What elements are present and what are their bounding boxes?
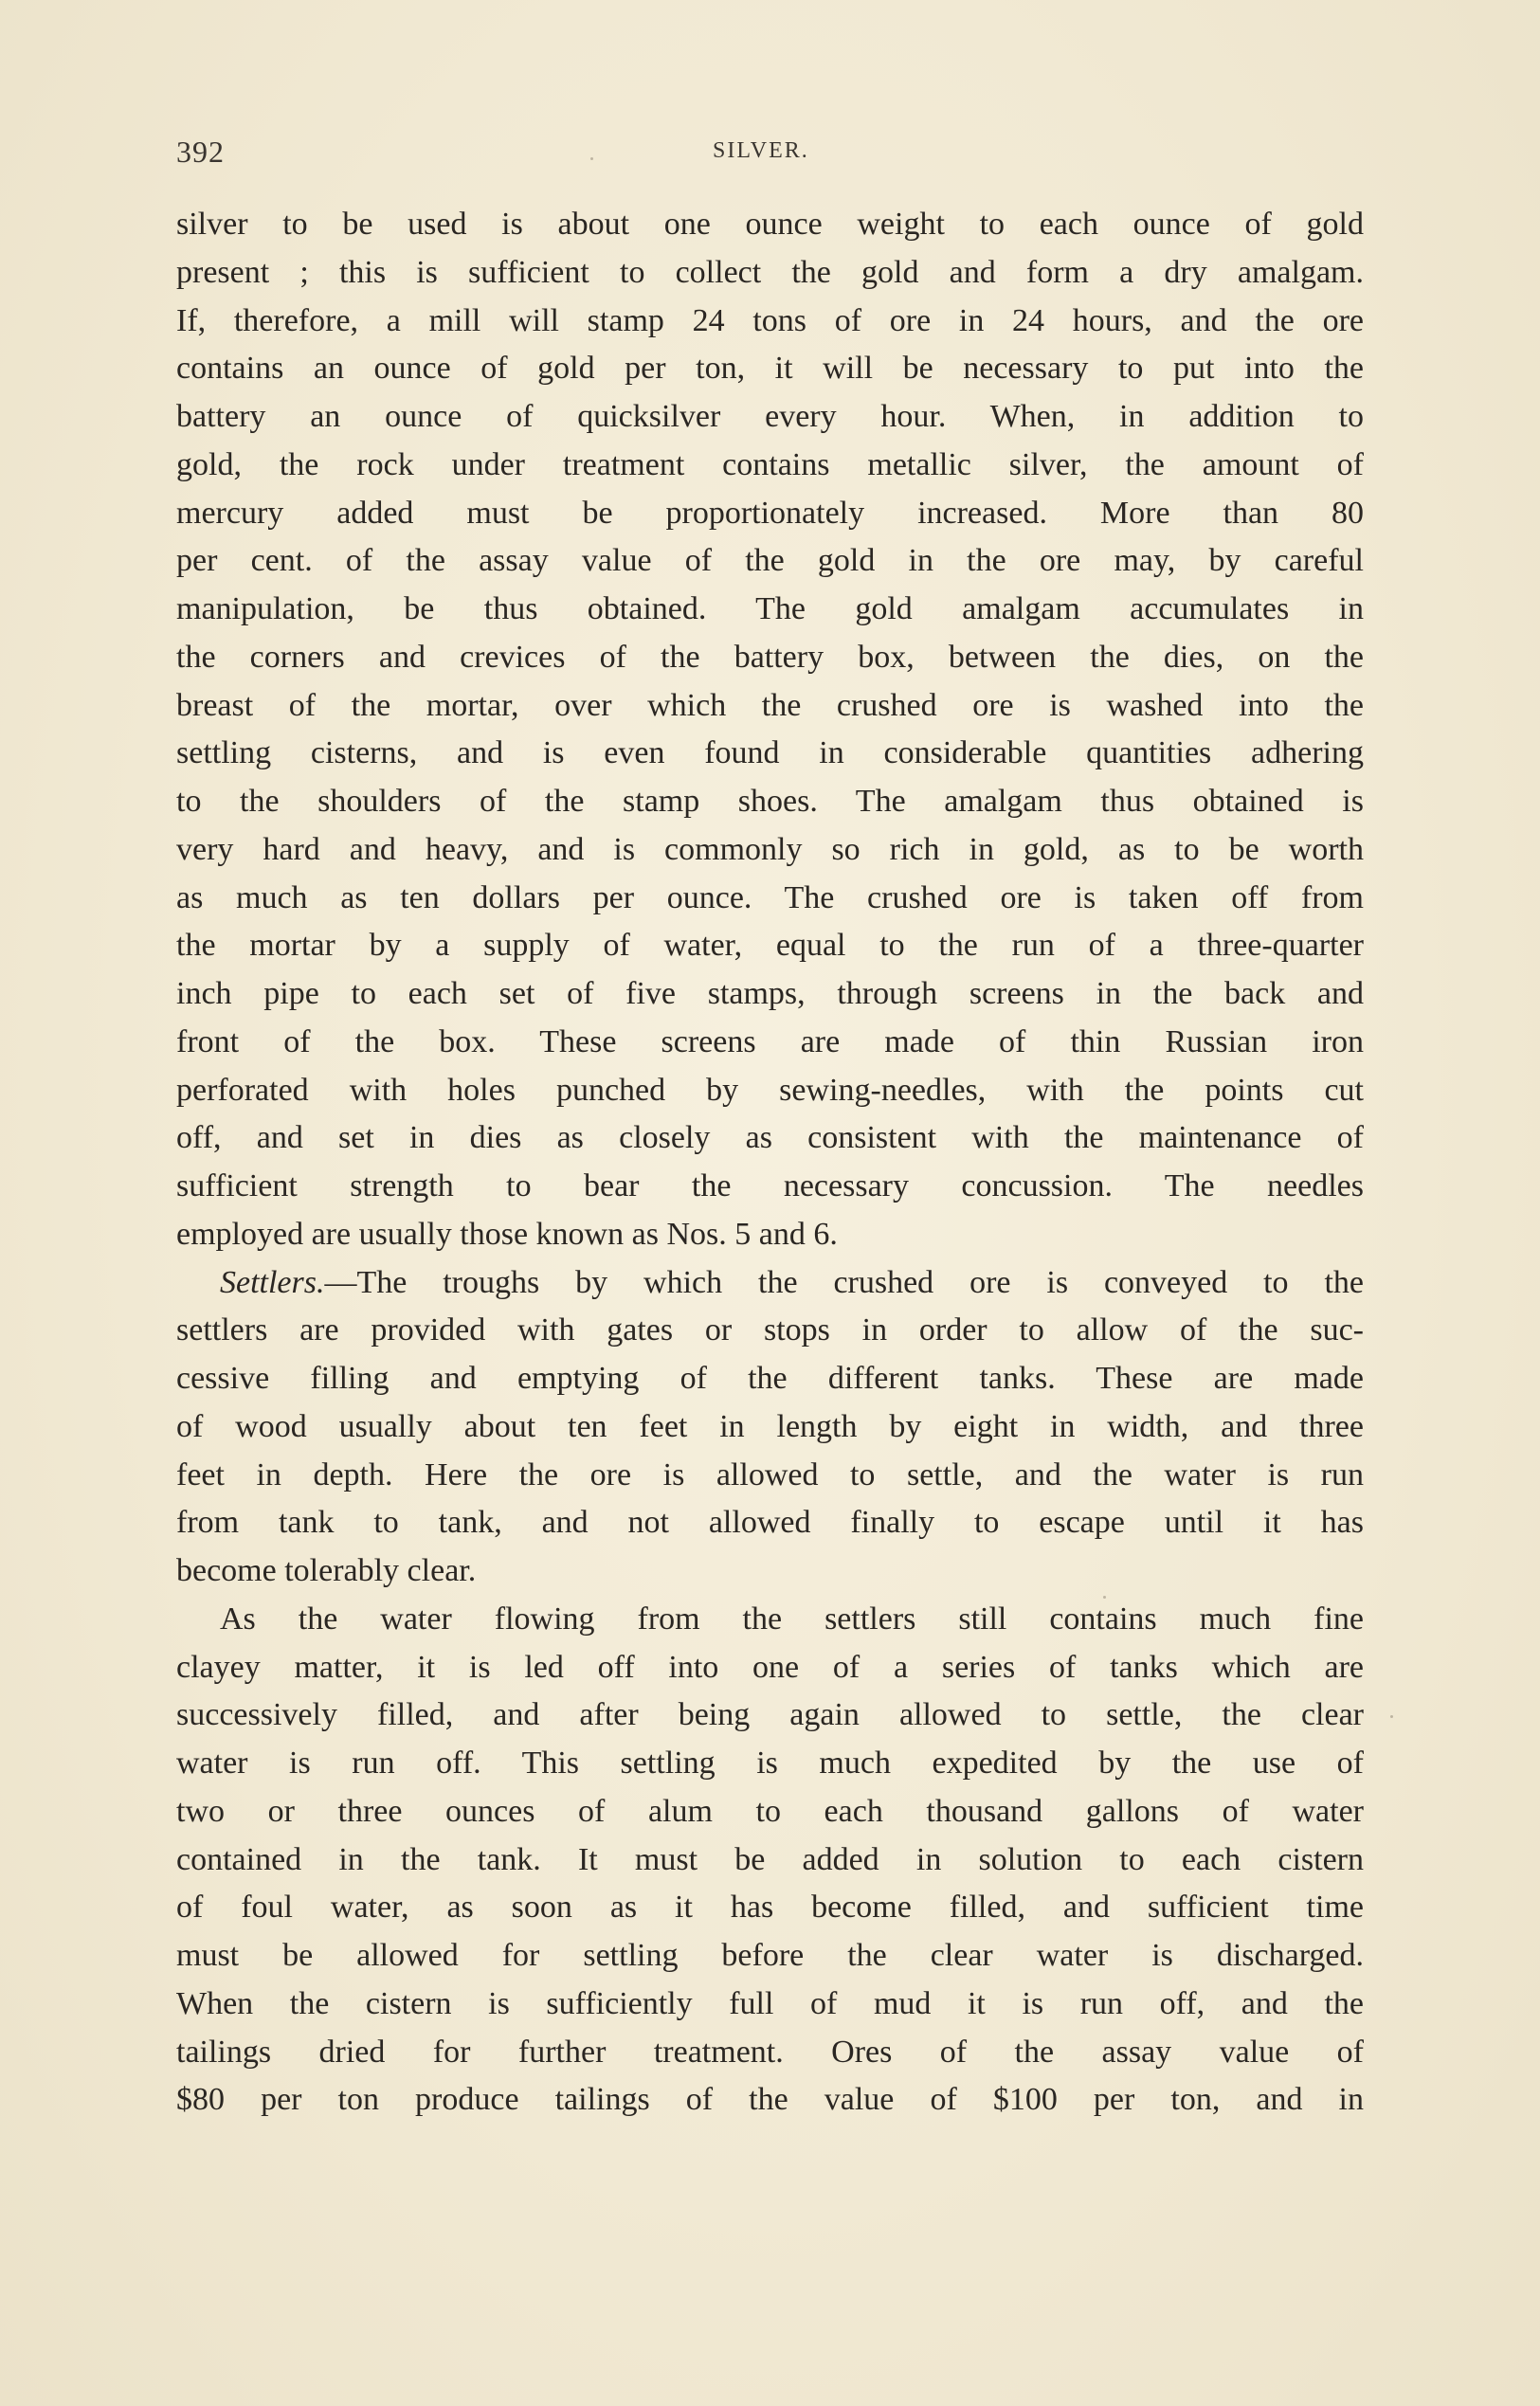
text-line: employed are usually those known as Nos. 5 and 6. (176, 1216, 838, 1252)
text-line: water is run off. This settling is much expedited by the use of (176, 1746, 1364, 1781)
text-line: clayey matter, it is led off into one of a series of tanks which are (176, 1649, 1364, 1685)
paper-speck (590, 157, 593, 160)
text-line: must be allowed for settling before the clear water is discharged. (176, 1938, 1364, 1973)
text-line: per cent. of the assay value of the gold in the ore may, by careful (176, 543, 1364, 579)
text-line: silver to be used is about one ounce weight to each ounce of gold (176, 207, 1364, 242)
text-line: become tolerably clear. (176, 1553, 477, 1588)
text-line: settlers are provided with gates or stops in order to allow of the suc- (176, 1312, 1364, 1348)
body-text (176, 201, 1364, 2125)
page-number: 392 (176, 135, 225, 169)
text-line: tailings dried for further treatment. Ores of the assay value of (176, 2034, 1364, 2070)
settlers-heading: Settlers. (220, 1264, 325, 1300)
text-line: battery an ounce of quicksilver every hour. When, in addition to (176, 399, 1364, 434)
settlers-first-line-text: —The troughs by which the crushed ore is conveyed to the (324, 1264, 1364, 1300)
text-line: When the cistern is sufficiently full of mud it is run off, and the (176, 1985, 1364, 2021)
text-line: settling cisterns, and is even found in considerable quantities adhering (176, 735, 1364, 771)
text-line: manipulation, be thus obtained. The gold amalgam accumulates in (176, 591, 1364, 626)
text-line: contains an ounce of gold per ton, it will be necessary to put into the (176, 351, 1364, 387)
text-line: two or three ounces of alum to each thousand gallons of water (176, 1793, 1364, 1829)
paper-speck (1103, 1596, 1106, 1599)
text-line: of foul water, as soon as it has become filled, and sufficient time (176, 1890, 1364, 1926)
text-line: sufficient strength to bear the necessary concussion. The needles (176, 1168, 1364, 1203)
text-line: perforated with holes punched by sewing-needles, with the points cut (176, 1072, 1364, 1108)
text-line: of wood usually about ten feet in length by eight in width, and three (176, 1408, 1364, 1444)
text-line: gold, the rock under treatment contains metallic silver, the amount of (176, 446, 1364, 482)
text-line: successively filled, and after being again allowed to settle, the clear (176, 1697, 1364, 1733)
running-head (176, 135, 1364, 172)
text-line: the corners and crevices of the battery box, between the dies, on the (176, 639, 1364, 675)
text-line: cessive filling and emptying of the different tanks. These are made (176, 1361, 1364, 1396)
settlers-paragraph-first-line (176, 1259, 1364, 1308)
text-line: present ; this is sufficient to collect the gold and form a dry amalgam. (176, 254, 1364, 290)
text-line: to the shoulders of the stamp shoes. The amalgam thus obtained is (176, 784, 1364, 819)
text-line: as much as ten dollars per ounce. The crushed ore is taken off from (176, 879, 1364, 915)
text-line: If, therefore, a mill will stamp 24 tons of ore in 24 hours, and the ore (176, 302, 1364, 338)
text-line: contained in the tank. It must be added in solution to each cistern (176, 1841, 1364, 1877)
text-line: from tank to tank, and not allowed finally to escape until it has (176, 1505, 1364, 1541)
text-line: feet in depth. Here the ore is allowed to settle, and the water is run (176, 1456, 1364, 1492)
text-line: off, and set in dies as closely as consistent with the maintenance of (176, 1120, 1364, 1156)
running-title: SILVER. (713, 138, 809, 163)
text-line: the mortar by a supply of water, equal to the run of a three-quarter (176, 928, 1364, 964)
text-line: breast of the mortar, over which the crushed ore is washed into the (176, 687, 1364, 723)
text-line: mercury added must be proportionately increased. More than 80 (176, 495, 1364, 531)
text-line: $80 per ton produce tailings of the value of $100 per ton, and in (176, 2082, 1364, 2118)
paper-speck (1390, 1715, 1393, 1718)
text-line: very hard and heavy, and is commonly so rich in gold, as to be worth (176, 831, 1364, 867)
text-line: As the water flowing from the settlers still contains much fine (220, 1601, 1364, 1637)
text-line: front of the box. These screens are made of thin Russian iron (176, 1023, 1364, 1059)
text-line: inch pipe to each set of five stamps, through screens in the back and (176, 976, 1364, 1011)
